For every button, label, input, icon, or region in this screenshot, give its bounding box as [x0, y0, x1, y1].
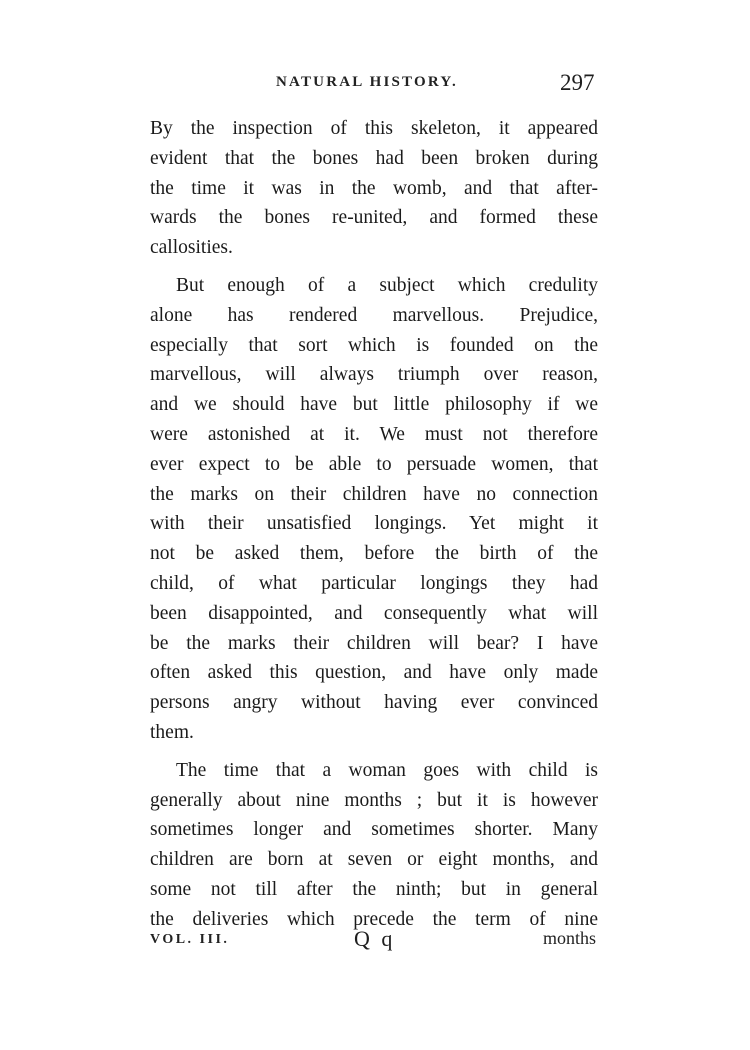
body-text — [150, 114, 598, 935]
volume-number: VOL. III. — [150, 932, 230, 947]
text-line: especially that sort which is founded on the — [150, 334, 598, 356]
text-line: not be asked them, before the birth of the — [150, 543, 598, 565]
text-line: alone has rendered marvellous. Prejudice, — [150, 304, 598, 326]
text-line: child, of what particular longings they had — [150, 572, 598, 594]
printer-signature: Q q — [354, 926, 396, 951]
text-line: were astonished at it. We must not therefore — [150, 423, 598, 445]
paragraph — [150, 271, 598, 748]
text-line: sometimes longer and sometimes shorter. Many — [150, 819, 598, 841]
text-line: and we should have but little philosophy if we — [150, 394, 598, 416]
text-line: the time it was in the womb, and that after- — [150, 177, 598, 199]
text-line: some not till after the ninth; but in general — [150, 878, 598, 900]
text-line: the marks on their children have no connection — [150, 483, 598, 505]
paragraph — [150, 114, 598, 263]
text-line: persons angry without having ever convinced — [150, 692, 598, 714]
text-line: By the inspection of this skeleton, it appeared — [150, 118, 598, 139]
text-line: be the marks their children will bear? I have — [150, 632, 598, 654]
text-line: been disappointed, and consequently what will — [150, 602, 598, 624]
text-line: generally about nine months ; but it is however — [150, 789, 598, 811]
running-title: NATURAL HISTORY. — [276, 74, 458, 90]
text-line: callosities. — [150, 237, 233, 259]
text-line: But enough of a subject which credulity — [176, 274, 598, 296]
page-footer — [150, 928, 598, 958]
text-line: marvellous, will always triumph over reason, — [150, 364, 598, 386]
text-line: ever expect to be able to persuade women, that — [150, 453, 598, 475]
text-line: with their unsatisfied longings. Yet might it — [150, 513, 598, 535]
text-line: them. — [150, 721, 194, 743]
paragraph — [150, 756, 598, 935]
text-line: children are born at seven or eight months, and — [150, 849, 598, 871]
page-number: 297 — [560, 70, 595, 95]
text-line: often asked this question, and have only made — [150, 662, 598, 684]
catchword: months — [542, 928, 596, 948]
text-line: The time that a woman goes with child is — [176, 759, 598, 781]
text-line: evident that the bones had been broken during — [150, 147, 598, 169]
text-line: wards the bones re-united, and formed these — [150, 207, 598, 229]
text-line: the deliveries which precede the term of nine — [150, 908, 598, 930]
